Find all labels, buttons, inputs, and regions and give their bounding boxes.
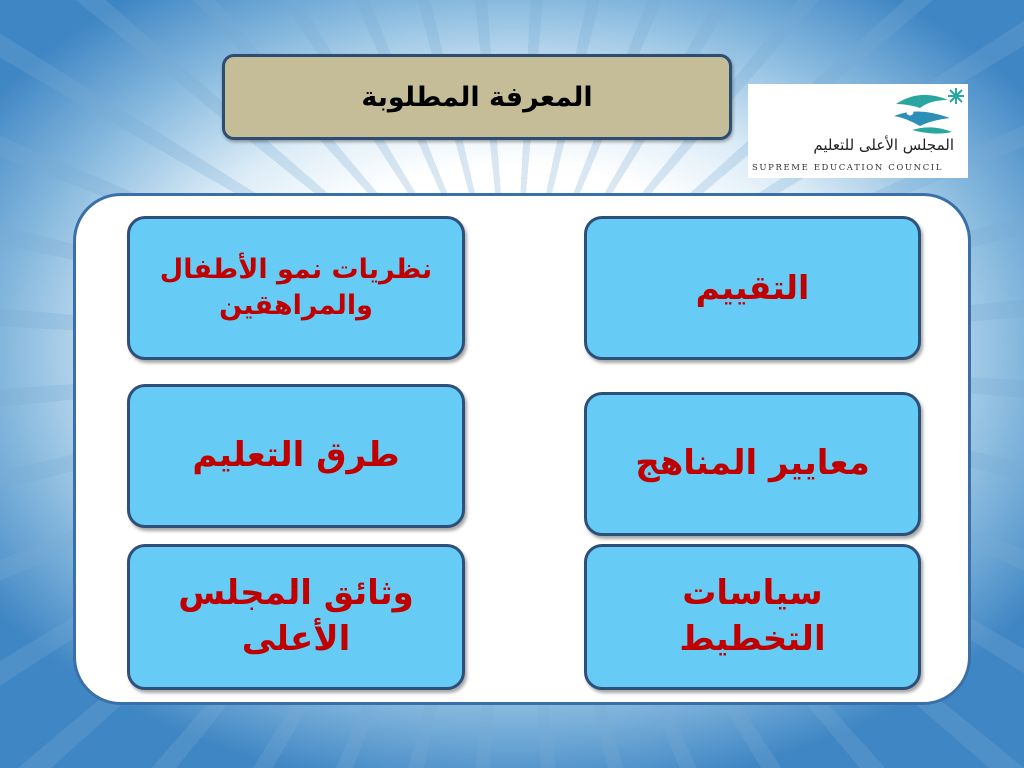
card-label: نظريات نمو الأطفال والمراهقين xyxy=(159,253,433,321)
sec-logo-icon xyxy=(890,86,968,142)
card-label: طرق التعليم xyxy=(192,435,400,476)
card-assessment xyxy=(584,216,921,360)
card-label: وثائق المجلس الأعلى xyxy=(178,573,414,659)
card-label: سياسات التخطيط xyxy=(679,573,826,659)
card-child-development-theories xyxy=(127,216,465,360)
page-title: المعرفة المطلوبة xyxy=(361,81,593,113)
title-box xyxy=(222,54,732,140)
logo-english-name: SUPREME EDUCATION COUNCIL xyxy=(752,163,943,173)
card-planning-policies xyxy=(584,544,921,690)
card-curriculum-standards xyxy=(584,392,921,536)
card-teaching-methods xyxy=(127,384,465,528)
card-label: التقييم xyxy=(695,267,810,307)
logo-arabic-name: المجلس الأعلى للتعليم xyxy=(813,136,954,154)
card-label: معايير المناهج xyxy=(635,443,870,484)
logo xyxy=(748,84,968,178)
card-council-documents xyxy=(127,544,465,690)
